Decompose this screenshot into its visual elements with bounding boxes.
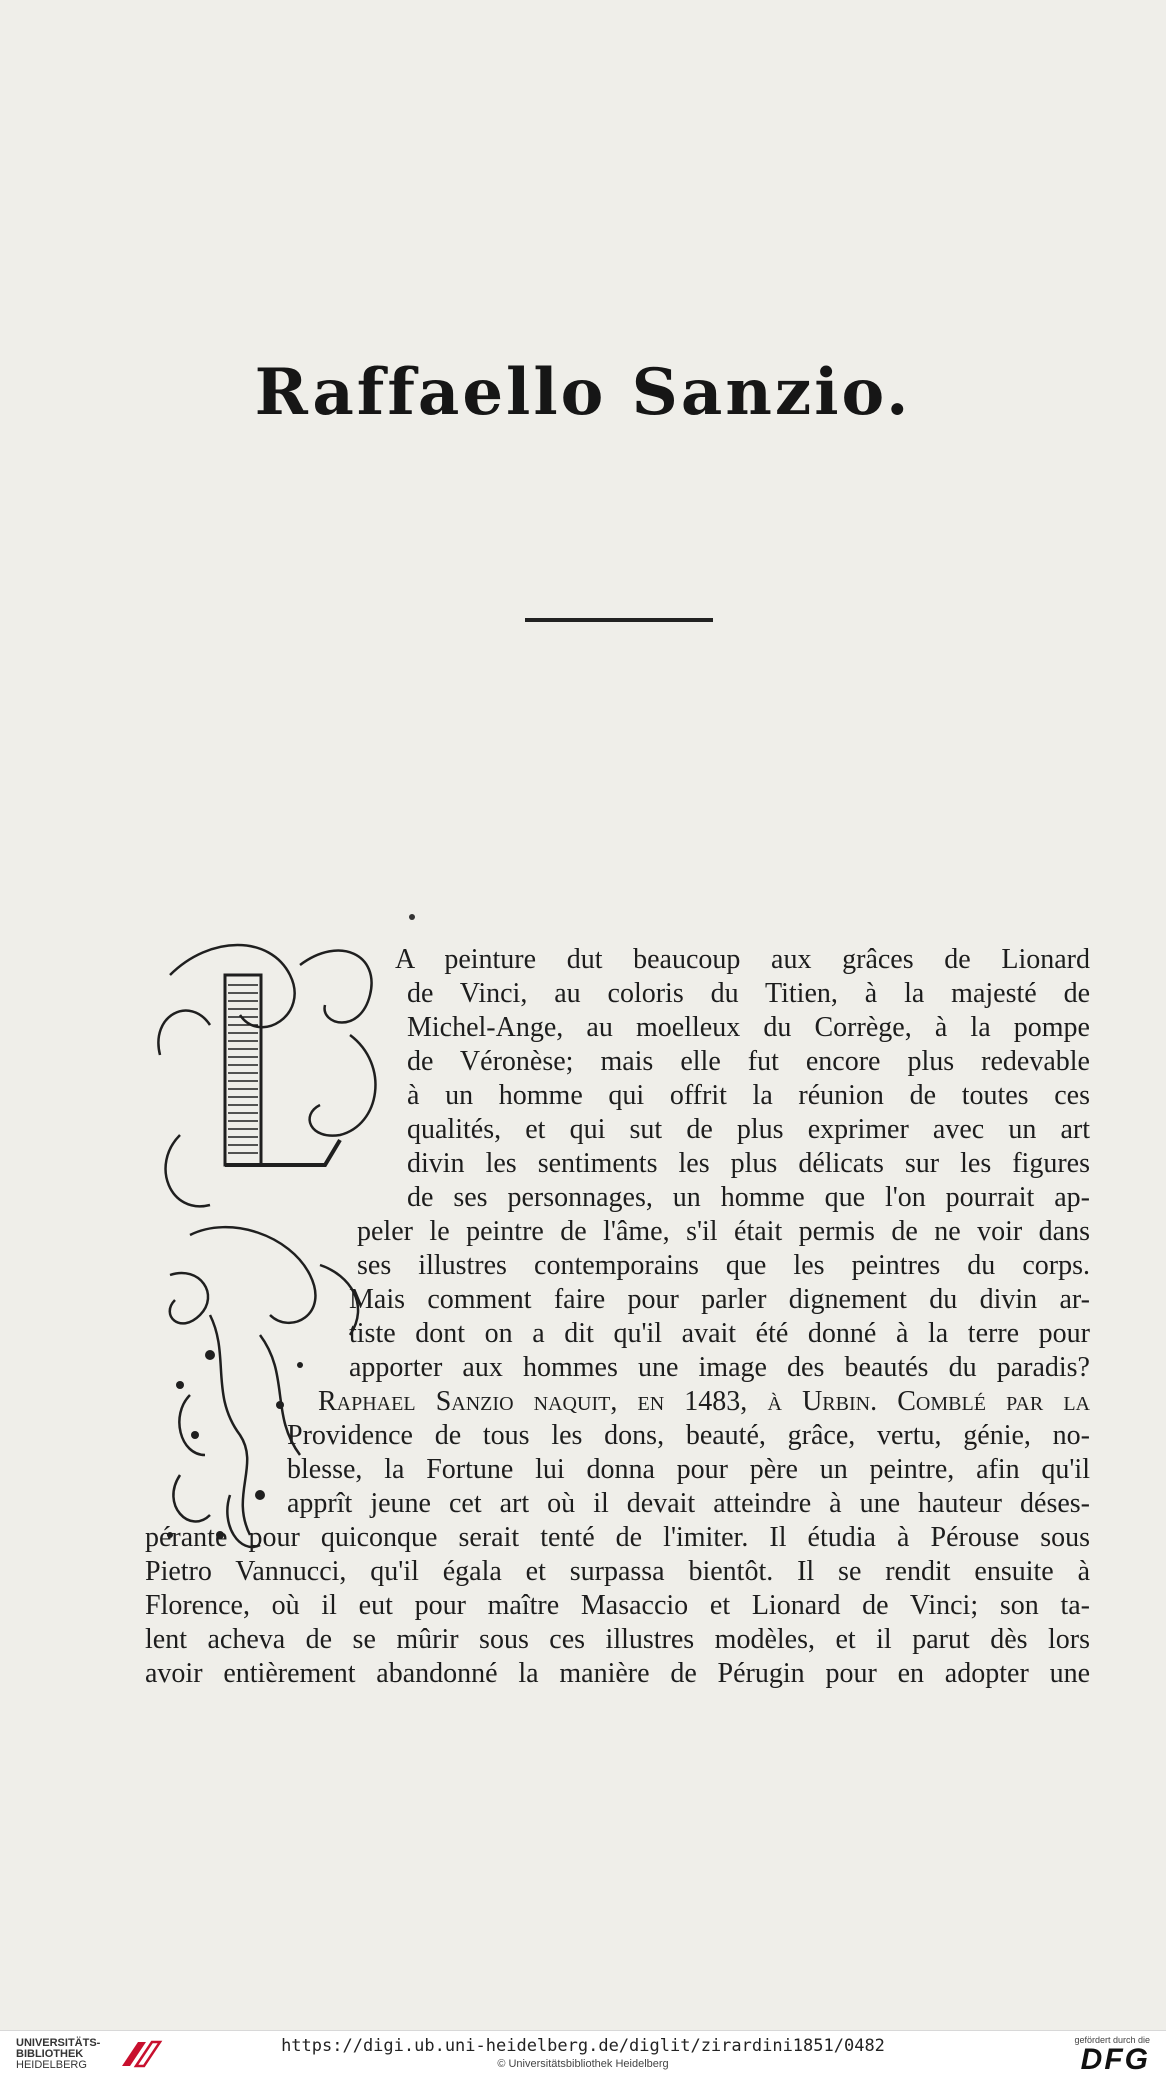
- chapter-title: Raffaello Sanzio.: [254, 355, 912, 430]
- text-line-4: de Véronèse; mais elle fut encore plus redevable: [407, 1046, 1090, 1077]
- text-line-18: pérante pour quiconque serait tenté de l'imiter. Il étudia à Pérouse sous: [145, 1522, 1090, 1553]
- dfg-logo[interactable]: DFG: [1080, 2043, 1150, 2076]
- text-line-15: Providence de tous les dons, beauté, grâce, vertu, génie, no-: [287, 1420, 1090, 1451]
- text-line-14: Raphael Sanzio naquit, en 1483, à Urbin. Comblé par la: [318, 1386, 1090, 1417]
- svg-text:L: L: [242, 1075, 243, 1076]
- page-url-link[interactable]: https://digi.ub.uni-heidelberg.de/diglit/zirardini1851/0482: [281, 2036, 885, 2056]
- text-line-1: A peinture dut beaucoup aux grâces de Lionard: [395, 944, 1090, 975]
- text-line-3: Michel-Ange, au moelleux du Corrège, à la pompe: [407, 1012, 1090, 1043]
- text-line-22: avoir entièrement abandonné la manière de Pérugin pour en adopter une: [145, 1658, 1090, 1689]
- text-line-5: à un homme qui offrit la réunion de toutes ces: [407, 1080, 1090, 1111]
- text-line-11: Mais comment faire pour parler dignement du divin ar-: [349, 1284, 1090, 1315]
- text-line-9: peler le peintre de l'âme, s'il était permis de ne voir dans: [357, 1216, 1090, 1247]
- library-name-line-1: UNIVERSITÄTS-: [16, 2037, 101, 2049]
- text-line-13: apporter aux hommes une image des beautés du paradis?: [349, 1352, 1090, 1383]
- library-name-line-3: HEIDELBERG: [16, 2059, 87, 2071]
- text-line-21: lent acheva de se mûrir sous ces illustres modèles, et il parut dès lors: [145, 1624, 1090, 1655]
- text-line-8: de ses personnages, un homme que l'on pourrait ap-: [407, 1182, 1090, 1213]
- text-line-7: divin les sentiments les plus délicats sur les figures: [407, 1148, 1090, 1179]
- funding-caption: gefördert durch die: [1074, 2035, 1150, 2045]
- library-name-line-2: BIBLIOTHEK: [16, 2048, 84, 2060]
- text-line-16: blesse, la Fortune lui donna pour père un peintre, afin qu'il: [287, 1454, 1090, 1485]
- copyright-text: © Universitätsbibliothek Heidelberg: [497, 2058, 669, 2070]
- viewer-footer: [0, 2030, 1166, 2076]
- text-line-20: Florence, où il eut pour maître Masaccio et Lionard de Vinci; son ta-: [145, 1590, 1090, 1621]
- text-line-17: apprît jeune cet art où il devait atteindre à une hauteur déses-: [287, 1488, 1090, 1519]
- title-divider: [525, 618, 713, 622]
- text-line-2: de Vinci, au coloris du Titien, à la majesté de: [407, 978, 1090, 1009]
- text-line-10: ses illustres contemporains que les peintres du corps.: [357, 1250, 1090, 1281]
- text-line-12: tiste dont on a dit qu'il avait été donné à la terre pour: [349, 1318, 1090, 1349]
- text-line-6: qualités, et qui sut de plus exprimer avec un art: [407, 1114, 1090, 1145]
- ink-speck: [409, 914, 415, 920]
- text-line-19: Pietro Vannucci, qu'il égala et surpassa bientôt. Il se rendit ensuite à: [145, 1556, 1090, 1587]
